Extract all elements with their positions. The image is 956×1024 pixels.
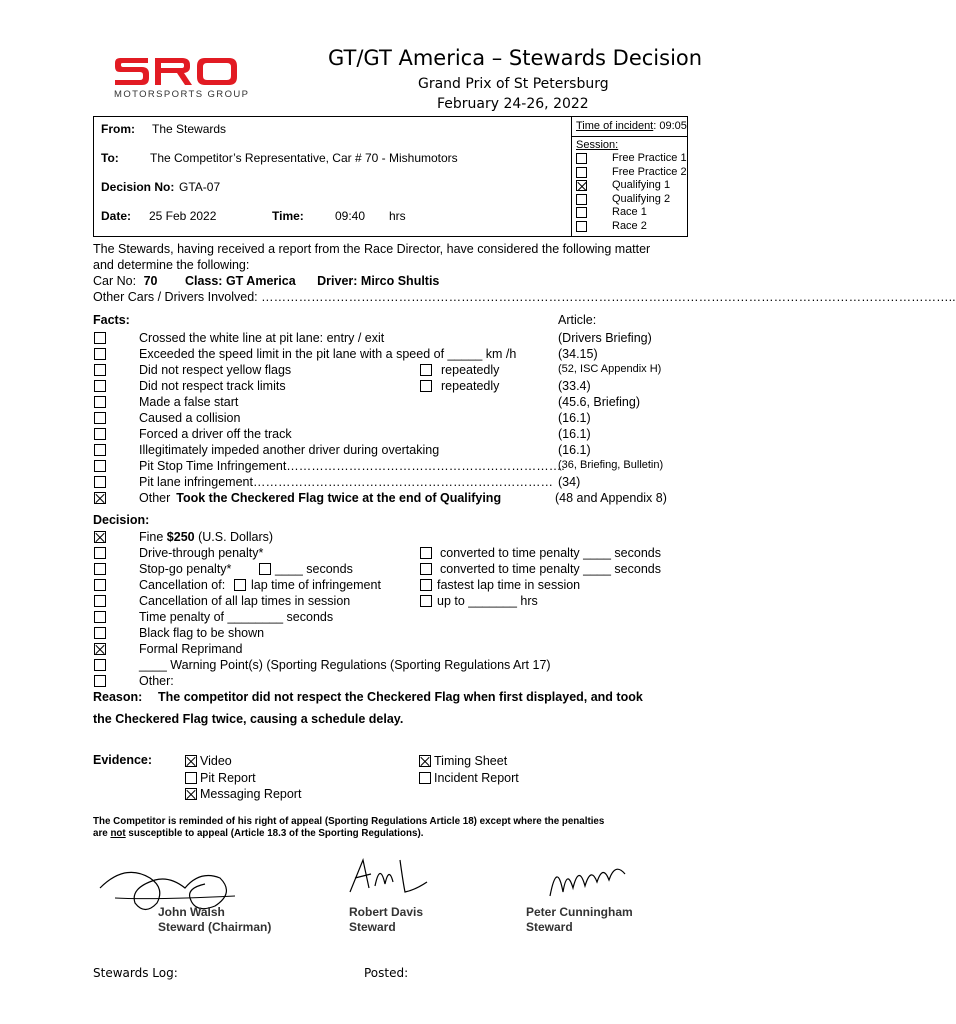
time-label: Time:: [272, 209, 304, 223]
up-to-label: up to _______ hrs: [437, 594, 538, 608]
reason-label: Reason:: [93, 690, 143, 704]
decision-heading: Decision:: [93, 513, 150, 527]
fact-label: Caused a collision: [139, 411, 241, 425]
driver-text: Driver: Mirco Shultis: [317, 274, 440, 288]
date-label: Date:: [101, 209, 132, 223]
session-checkbox[interactable]: [576, 221, 587, 232]
cancellation-label: Cancellation of:: [139, 578, 226, 592]
cancellation-checkbox[interactable]: [94, 579, 106, 591]
fact-article: (36, Briefing, Bulletin): [558, 459, 664, 471]
repeatedly-checkbox[interactable]: [420, 380, 432, 392]
session-label-item: Free Practice 1: [612, 152, 687, 164]
up-to-checkbox[interactable]: [420, 595, 432, 607]
fact-label: Other: [139, 491, 171, 505]
fact-text: [139, 427, 292, 441]
event-dates: February 24-26, 2022: [437, 96, 589, 112]
session-checkbox[interactable]: [576, 153, 587, 164]
signature-cunningham: [545, 852, 645, 902]
fact-text: [139, 491, 501, 505]
time-value: 09:40: [335, 209, 366, 223]
drive-through-label: Drive-through penalty*: [139, 546, 264, 560]
to-value: The Competitor’s Representative, Car # 70 - Mishumotors: [150, 151, 458, 165]
pit-report-label: Pit Report: [200, 770, 256, 785]
fact-text: [139, 411, 240, 425]
fastest-lap-checkbox[interactable]: [420, 579, 432, 591]
fact-label: Made a false start: [139, 395, 239, 409]
fact-checkbox[interactable]: [94, 492, 106, 504]
fact-article: (34): [558, 475, 581, 489]
fact-article: (34.15): [558, 347, 598, 361]
fact-checkbox[interactable]: [94, 444, 106, 456]
repeatedly-checkbox[interactable]: [420, 364, 432, 376]
other-decision-checkbox[interactable]: [94, 675, 106, 687]
facts-heading: Facts:: [93, 313, 130, 327]
session-label-item: Free Practice 2: [612, 165, 687, 178]
article-heading: Article:: [558, 313, 597, 327]
warning-label: ____ Warning Point(s) (Sporting Regulations (Sporting Regulations Art 17): [139, 658, 551, 672]
fact-other-detail: Took the Checkered Flag twice at the end of Qualifying: [176, 491, 502, 505]
fact-article: (45.6, Briefing): [558, 395, 640, 409]
reprimand-checkbox[interactable]: [94, 643, 106, 655]
fact-text: [139, 395, 238, 409]
fact-label: Exceeded the speed limit in the pit lane with a speed of _____ km /h: [139, 347, 517, 361]
fact-text: [139, 379, 286, 393]
fact-text: [139, 459, 565, 473]
session-checkbox[interactable]: [576, 167, 587, 178]
decision-no-label: Decision No:: [101, 180, 175, 194]
converted-2-checkbox[interactable]: [420, 563, 432, 575]
session-checkbox[interactable]: [576, 194, 587, 205]
reason-line-1: The competitor did not respect the Checkered Flag when first displayed, and took: [158, 690, 643, 704]
fine-text: [139, 530, 273, 544]
fact-text: [139, 363, 291, 377]
fact-text: [139, 443, 439, 457]
signature-davis: [345, 852, 445, 902]
steward-2-role: Steward: [349, 920, 396, 934]
stop-go-seconds: ____ seconds: [275, 562, 353, 576]
session-label-item: Race 2: [612, 219, 647, 232]
lap-time-label: lap time of infringement: [251, 578, 381, 592]
cancel-all-checkbox[interactable]: [94, 595, 106, 607]
fine-prefix: Fine: [139, 530, 167, 544]
from-label: From:: [101, 122, 135, 136]
fact-text: [139, 475, 553, 489]
video-checkbox[interactable]: [185, 755, 197, 767]
date-value: 25 Feb 2022: [149, 209, 217, 223]
converted-2-label: converted to time penalty ____ seconds: [440, 562, 661, 576]
fact-checkbox[interactable]: [94, 380, 106, 392]
fastest-lap-label: fastest lap time in session: [437, 578, 581, 592]
fact-article: (48 and Appendix 8): [555, 491, 667, 505]
stewards-log: Stewards Log:: [93, 966, 178, 980]
time-penalty-label: Time penalty of ________ seconds: [139, 610, 334, 624]
appeal-line-2: [93, 828, 423, 839]
page-title: GT/GT America – Stewards Decision: [328, 46, 703, 70]
fine-suffix: (U.S. Dollars): [194, 530, 274, 544]
from-value: The Stewards: [152, 122, 227, 136]
converted-1-checkbox[interactable]: [420, 547, 432, 559]
fact-article: (16.1): [558, 443, 591, 457]
stop-go-seconds-checkbox[interactable]: [259, 563, 271, 575]
fact-article: (Drivers Briefing): [558, 331, 652, 345]
black-flag-checkbox[interactable]: [94, 627, 106, 639]
fact-label: Illegitimately impeded another driver during overtaking: [139, 443, 440, 457]
converted-1-label: converted to time penalty ____ seconds: [440, 546, 661, 560]
intro-line-1: The Stewards, having received a report from the Race Director, have considered the following matter: [93, 242, 651, 256]
reprimand-label: Formal Reprimand: [139, 642, 243, 656]
stop-go-checkbox[interactable]: [94, 563, 106, 575]
steward-3-role: Steward: [526, 920, 573, 934]
reason-line-2: the Checkered Flag twice, causing a schedule delay.: [93, 712, 404, 726]
pit-report-checkbox[interactable]: [185, 772, 197, 784]
fact-label: Crossed the white line at pit lane: entry / exit: [139, 331, 385, 345]
lap-time-checkbox[interactable]: [234, 579, 246, 591]
time-penalty-checkbox[interactable]: [94, 611, 106, 623]
steward-3-name: Peter Cunningham: [526, 905, 633, 919]
fact-checkbox[interactable]: [94, 396, 106, 408]
cancel-all-label: Cancellation of all lap times in session: [139, 594, 351, 608]
messaging-label: Messaging Report: [200, 787, 302, 801]
class-text: Class: GT America: [184, 274, 296, 288]
event-name: Grand Prix of St Petersburg: [418, 76, 609, 92]
black-flag-label: Black flag to be shown: [139, 626, 265, 640]
fact-checkbox[interactable]: [94, 460, 106, 472]
car-number: 70: [143, 274, 158, 288]
session-label-item: Qualifying 2: [612, 192, 671, 205]
fact-text: [139, 331, 384, 345]
fact-checkbox[interactable]: [94, 332, 106, 344]
session-label-item: Qualifying 1: [612, 179, 671, 191]
evidence-left: [185, 753, 301, 803]
appeal-not: not: [110, 828, 126, 839]
appeal-line-1: The Competitor is reminded of his right of appeal (Sporting Regulations Article 18) except where the penalties: [93, 816, 605, 827]
car-label: Car No:: [93, 274, 137, 288]
fact-label: Did not respect track limits: [139, 379, 286, 393]
messaging-checkbox[interactable]: [185, 788, 197, 800]
evidence-messaging[interactable]: [185, 786, 301, 803]
fact-label: Did not respect yellow flags: [139, 363, 292, 377]
info-divider: [571, 116, 572, 237]
repeatedly-label: repeatedly: [441, 379, 500, 393]
fact-checkbox[interactable]: [94, 428, 106, 440]
appeal-a: are: [93, 828, 111, 839]
fine-checkbox[interactable]: [94, 531, 106, 543]
appeal-b: susceptible to appeal (Article 18.3 of the Sporting Regulations).: [125, 828, 424, 839]
drive-through-checkbox[interactable]: [94, 547, 106, 559]
video-label: Video: [200, 754, 232, 768]
fact-checkbox[interactable]: [94, 412, 106, 424]
evidence-label: Evidence:: [93, 753, 153, 767]
other-decision-label: Other:: [139, 674, 174, 688]
posted: Posted:: [364, 966, 409, 980]
evidence-right: [419, 753, 519, 786]
sro-logo-mark: [112, 54, 242, 88]
fact-text: [139, 347, 516, 361]
session-checkbox[interactable]: [576, 180, 587, 191]
evidence-timing[interactable]: [419, 753, 519, 770]
fact-label: Pit lane infringement………………………………………………………………: [139, 475, 553, 489]
fact-label: Forced a driver off the track: [139, 427, 292, 441]
time-unit: hrs: [389, 209, 406, 223]
incident-time: [576, 120, 687, 132]
to-label: To:: [101, 151, 119, 165]
session-label: Session:: [576, 139, 619, 151]
logo-tagline: MOTORSPORTS GROUP: [114, 89, 250, 100]
car-line: [93, 274, 439, 288]
evidence-incident[interactable]: [419, 770, 519, 787]
incident-time-label: Time of incident: [576, 120, 654, 132]
timing-checkbox[interactable]: [419, 755, 431, 767]
evidence-video[interactable]: [185, 753, 301, 770]
fact-checkbox[interactable]: [94, 364, 106, 376]
session-label-item: Race 1: [612, 206, 647, 218]
fact-checkbox[interactable]: [94, 476, 106, 488]
fact-checkbox[interactable]: [94, 348, 106, 360]
fine-amount: $250: [166, 530, 195, 544]
info-divider-h: [571, 136, 688, 137]
steward-2-name: Robert Davis: [349, 905, 424, 919]
fact-article: (16.1): [558, 427, 591, 441]
evidence-pit-report[interactable]: [185, 770, 301, 787]
repeatedly-label: repeatedly: [441, 363, 500, 377]
intro-line-2: and determine the following:: [93, 258, 250, 272]
stop-go-label: Stop-go penalty*: [139, 562, 232, 576]
incident-report-label: Incident Report: [434, 770, 519, 785]
fact-article: (52, ISC Appendix H): [558, 363, 662, 375]
timing-label: Timing Sheet: [434, 754, 508, 768]
steward-1-name: John Walsh: [158, 905, 225, 919]
fact-article: (33.4): [558, 379, 591, 393]
fact-article: (16.1): [558, 411, 591, 425]
other-cars: Other Cars / Drivers Involved: …………………………………………………………………………………………………………………………………………………..: [93, 290, 956, 304]
decision-no-value: GTA-07: [179, 180, 221, 194]
incident-time-value: : 09:05: [653, 120, 687, 132]
warning-checkbox[interactable]: [94, 659, 106, 671]
fact-label: Pit Stop Time Infringement………………………………………………………….: [139, 459, 565, 473]
session-checkbox[interactable]: [576, 207, 587, 218]
incident-report-checkbox[interactable]: [419, 772, 431, 784]
steward-1-role: Steward (Chairman): [158, 920, 272, 934]
